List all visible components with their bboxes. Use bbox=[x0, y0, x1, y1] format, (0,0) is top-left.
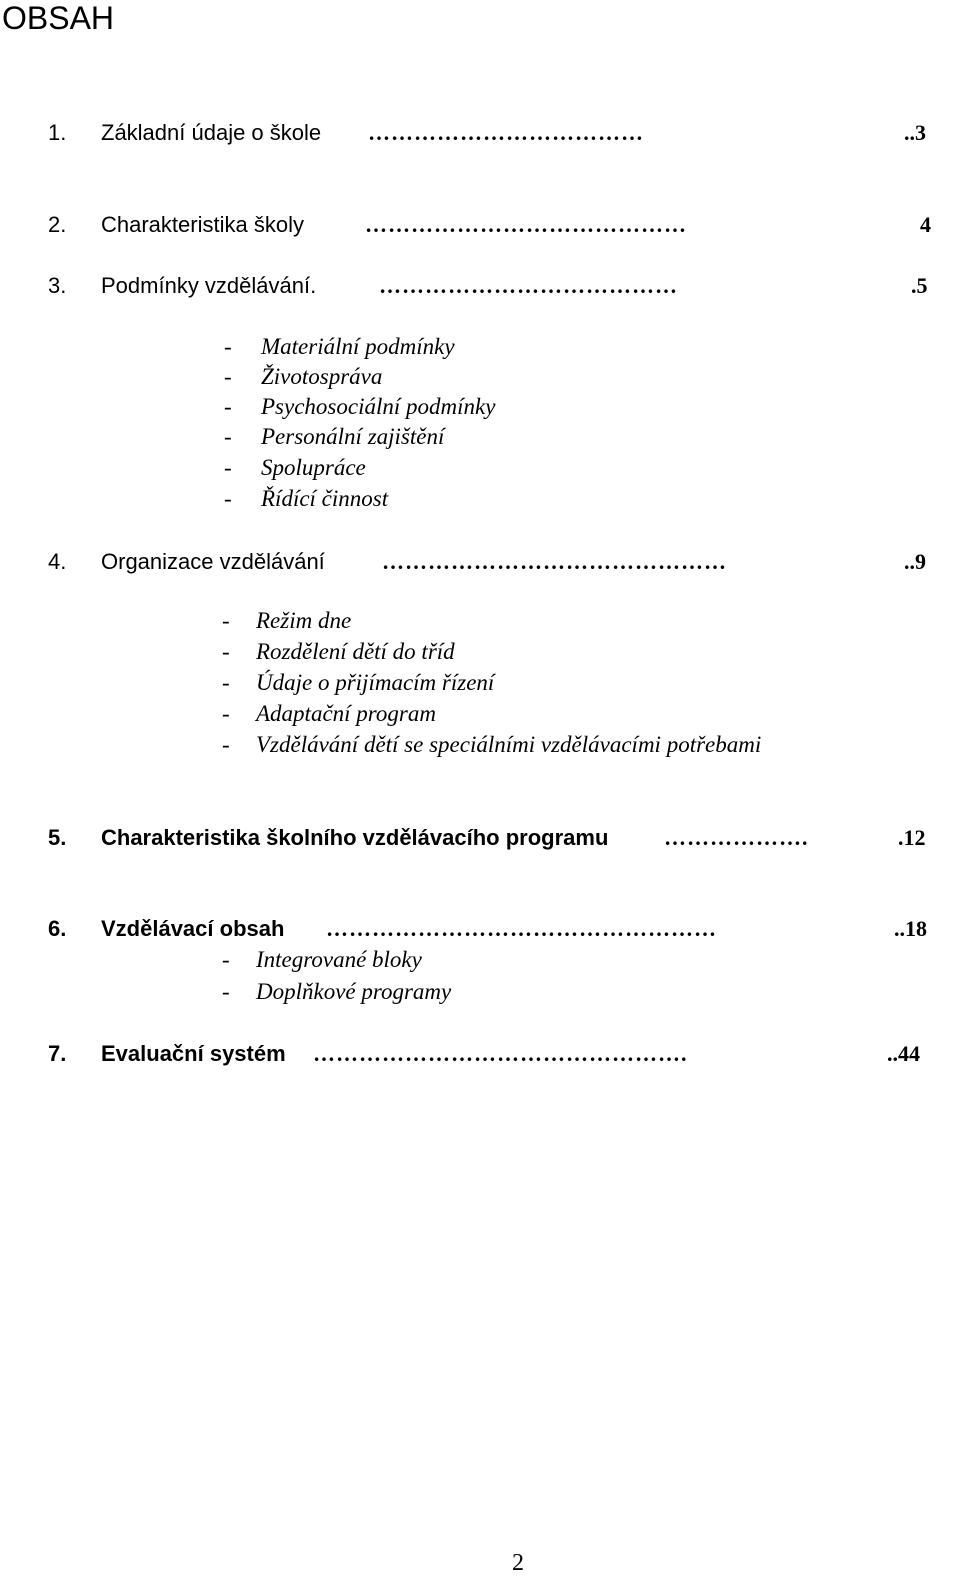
toc-subitem-label: Personální zajištění bbox=[261, 424, 445, 449]
toc-subitem-label: Údaje o přijímacím řízení bbox=[256, 670, 495, 695]
toc-subitem-label: Vzdělávání dětí se speciálními vzdělávacími potřebami bbox=[256, 732, 762, 757]
toc-entry-title: Vzdělávací obsah bbox=[101, 916, 285, 941]
toc-subitem-label: Řídící činnost bbox=[261, 486, 389, 511]
toc-subitem-label: Psychosociální podmínky bbox=[261, 394, 496, 419]
page-number: 2 bbox=[512, 1550, 524, 1576]
toc-subitem-label: Rozdělení dětí do tříd bbox=[256, 639, 455, 664]
toc-entry-title: Evaluační systém bbox=[101, 1041, 286, 1066]
bullet-dash: - bbox=[224, 455, 232, 480]
toc-leader-dots: ……………………………………… bbox=[382, 549, 727, 574]
toc-entry-vzdelavaci-obsah[interactable] bbox=[0, 915, 960, 943]
toc-entry-page: .12 bbox=[898, 825, 926, 850]
toc-entry-number: 7. bbox=[48, 1041, 67, 1066]
toc-entry-organizace-vzdelavani[interactable] bbox=[0, 548, 960, 576]
toc-entry-title: Charakteristika školy bbox=[101, 212, 304, 237]
toc-leader-dots: ……………………………… bbox=[368, 120, 644, 145]
toc-entry-page: ..3 bbox=[904, 120, 926, 145]
toc-entry-evaluacni-system[interactable] bbox=[0, 1040, 960, 1068]
toc-entry-page: 4 bbox=[920, 212, 931, 237]
toc-entry-title: Organizace vzdělávání bbox=[101, 549, 325, 574]
toc-entry-number: 2. bbox=[48, 212, 67, 237]
toc-leader-dots: …………………………………………. bbox=[313, 1041, 688, 1066]
bullet-dash: - bbox=[222, 670, 230, 695]
bullet-dash: - bbox=[224, 334, 232, 359]
toc-subitem-label: Materiální podmínky bbox=[261, 334, 455, 359]
bullet-dash: - bbox=[224, 424, 232, 449]
toc-entry-page: .5 bbox=[911, 273, 928, 298]
toc-entry-number: 4. bbox=[48, 549, 67, 574]
bullet-dash: - bbox=[224, 364, 232, 389]
toc-entry-charakteristika-skoly[interactable] bbox=[0, 211, 960, 239]
toc-entry-number: 1. bbox=[48, 120, 67, 145]
toc-subitem-label: Spolupráce bbox=[261, 455, 366, 480]
toc-entry-title: Charakteristika školního vzdělávacího programu bbox=[101, 825, 609, 850]
toc-subitem-label: Životospráva bbox=[261, 364, 383, 389]
toc-subitem-label: Režim dne bbox=[256, 608, 352, 633]
bullet-dash: - bbox=[222, 732, 230, 757]
toc-leader-dots: ………………. bbox=[664, 825, 809, 850]
bullet-dash: - bbox=[224, 486, 232, 511]
toc-entry-number: 5. bbox=[48, 825, 67, 850]
bullet-dash: - bbox=[224, 394, 232, 419]
toc-entry-number: 6. bbox=[48, 916, 67, 941]
page-title: OBSAH bbox=[2, 0, 115, 36]
toc-entry-page: ..44 bbox=[887, 1041, 920, 1066]
toc-entry-number: 3. bbox=[48, 273, 67, 298]
toc-entry-zakladni-udaje[interactable] bbox=[0, 119, 960, 147]
bullet-dash: - bbox=[222, 947, 230, 972]
toc-leader-dots: …………………………………………… bbox=[326, 916, 717, 941]
toc-subitem-label: Integrované bloky bbox=[256, 947, 422, 972]
toc-entry-charakteristika-svp[interactable] bbox=[0, 824, 960, 852]
toc-subitem-label: Doplňkové programy bbox=[256, 979, 452, 1004]
toc-entry-podminky-vzdelavani[interactable] bbox=[0, 272, 960, 300]
toc-entry-page: ..9 bbox=[904, 549, 926, 574]
bullet-dash: - bbox=[222, 608, 230, 633]
toc-subitem-label: Adaptační program bbox=[256, 701, 436, 726]
toc-entry-title: Podmínky vzdělávání. bbox=[101, 273, 317, 298]
bullet-dash: - bbox=[222, 701, 230, 726]
bullet-dash: - bbox=[222, 639, 230, 664]
toc-entry-title: Základní údaje o škole bbox=[101, 120, 322, 145]
toc-leader-dots: ………………………………… bbox=[379, 273, 678, 298]
toc-entry-page: ..18 bbox=[894, 916, 927, 941]
toc-leader-dots: …………………………………… bbox=[365, 212, 687, 237]
bullet-dash: - bbox=[222, 979, 230, 1004]
